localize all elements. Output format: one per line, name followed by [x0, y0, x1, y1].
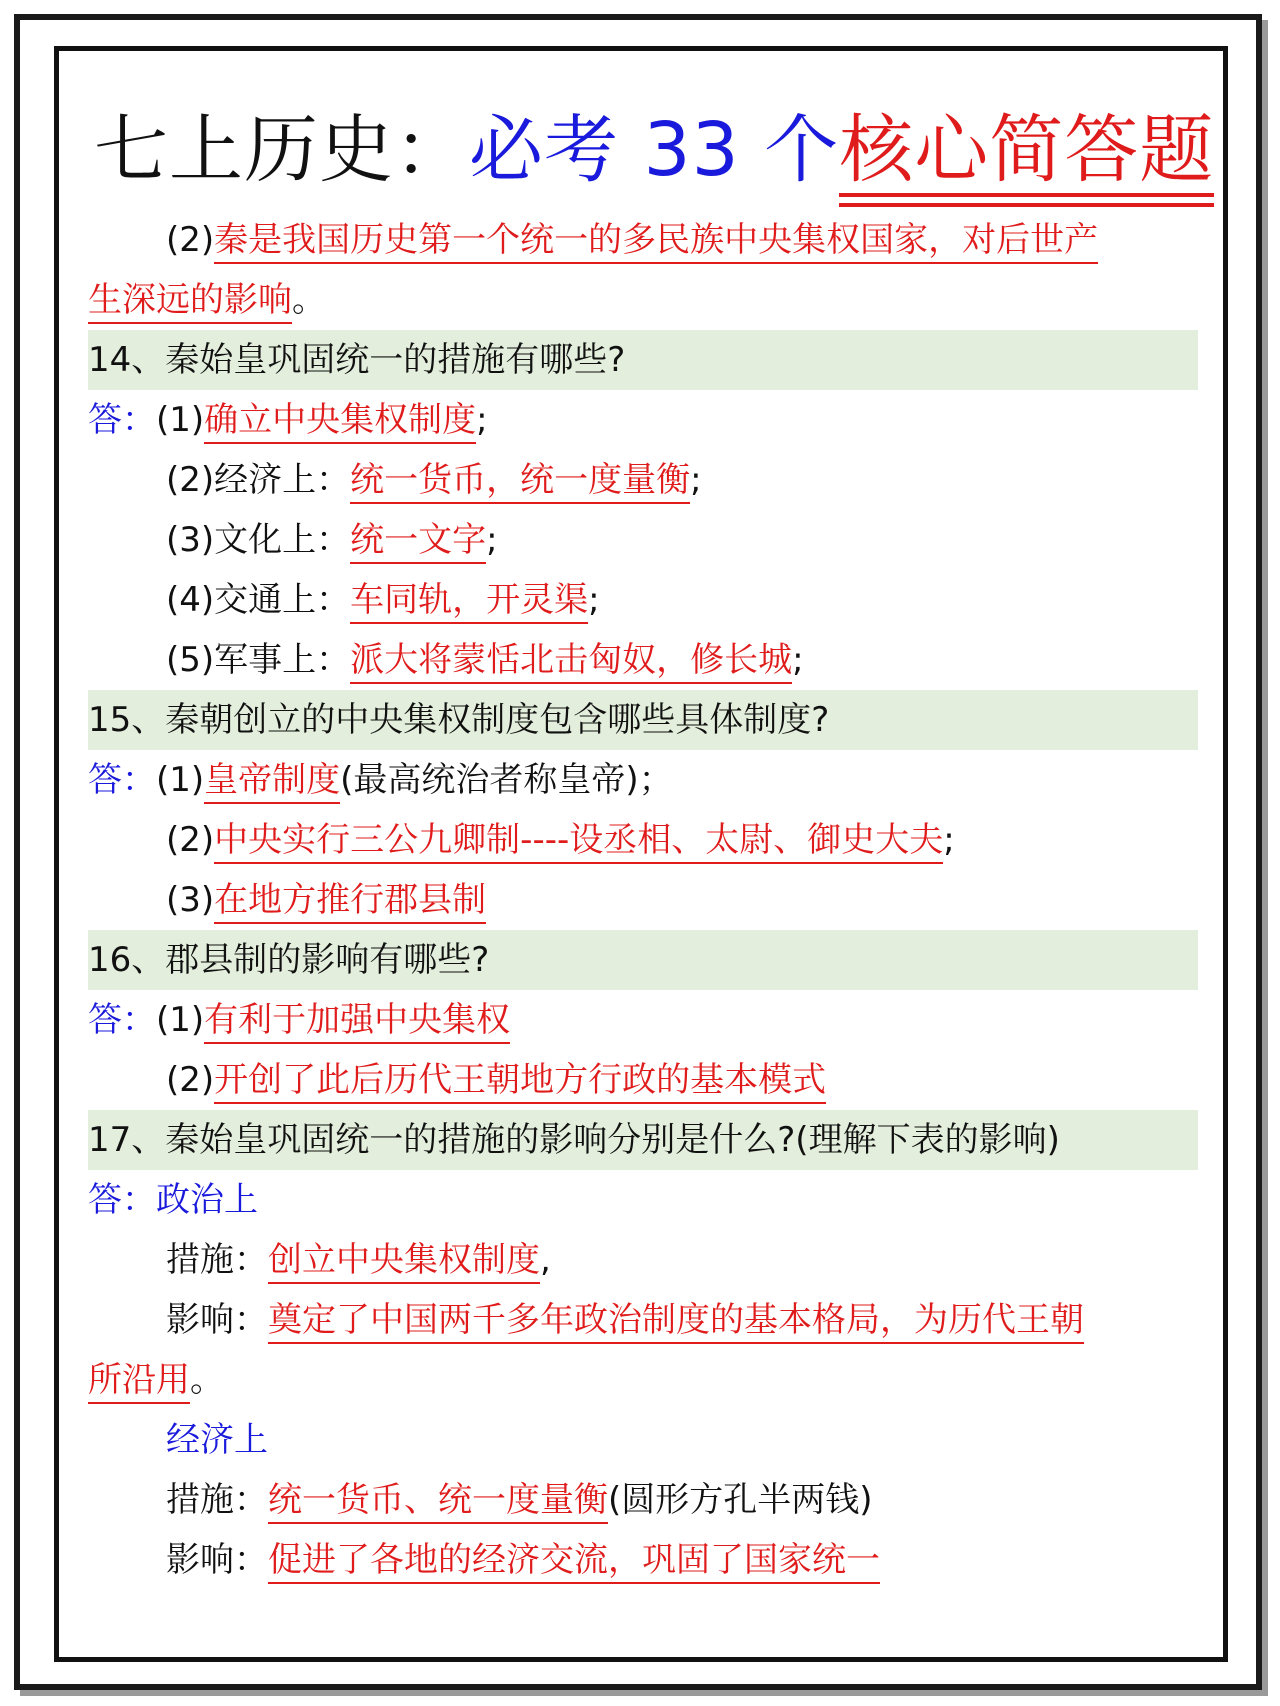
item-red: 开创了此后历代王朝地方行政的基本模式 — [214, 1060, 826, 1104]
measure-suffix: (圆形方孔半两钱) — [608, 1480, 873, 1520]
q17-political-measure — [88, 1230, 1198, 1290]
measure-suffix: , — [540, 1240, 551, 1280]
question-17-text: 17、秦始皇巩固统一的措施的影响分别是什么?(理解下表的影响) — [88, 1120, 1060, 1160]
item-prefix: (3) — [166, 520, 215, 560]
item-suffix: ; — [486, 520, 498, 560]
intro-line-2 — [88, 270, 1198, 330]
impact-red-2: 所沿用 — [88, 1360, 190, 1404]
answer-label: 答： — [88, 1000, 156, 1040]
item-red: 统一文字 — [350, 520, 486, 564]
item-label: 经济上： — [214, 460, 351, 500]
impact-red: 促进了各地的经济交流，巩固了国家统一 — [268, 1540, 880, 1584]
item-red: 皇帝制度 — [204, 760, 340, 804]
intro-suffix: 。 — [292, 280, 326, 320]
item-label: 文化上： — [214, 520, 351, 560]
q15-answer-1 — [88, 750, 1198, 810]
q15-answer-3 — [88, 870, 1198, 930]
intro-red-2: 生深远的影响 — [88, 280, 292, 324]
measure-red: 创立中央集权制度 — [268, 1240, 540, 1284]
item-prefix: (1) — [156, 400, 205, 440]
question-17 — [88, 1110, 1198, 1170]
item-red: 统一货币，统一度量衡 — [350, 460, 690, 504]
item-red: 中央实行三公九卿制----设丞相、太尉、御史大夫 — [214, 820, 943, 864]
answer-label: 答： — [88, 400, 156, 440]
item-red: 确立中央集权制度 — [204, 400, 476, 444]
title-count: 必考 33 个 — [469, 107, 840, 193]
q15-answer-2 — [88, 810, 1198, 870]
item-label: 交通上： — [214, 580, 351, 620]
intro-red-1: 秦是我国历史第一个统一的多民族中央集权国家，对后世产 — [214, 220, 1098, 264]
q14-answer-5 — [88, 630, 1198, 690]
item-prefix: (1) — [156, 1000, 205, 1040]
question-16 — [88, 930, 1198, 990]
intro-prefix: (2) — [166, 220, 215, 260]
item-suffix: ; — [476, 400, 488, 440]
item-suffix: (最高统治者称皇帝)； — [340, 760, 673, 800]
item-red: 有利于加强中央集权 — [204, 1000, 510, 1044]
item-suffix: ; — [792, 640, 804, 680]
measure-label: 措施： — [166, 1480, 268, 1520]
item-red: 在地方推行郡县制 — [214, 880, 486, 924]
impact-suffix: 。 — [190, 1360, 224, 1400]
question-15-text: 15、秦朝创立的中央集权制度包含哪些具体制度? — [88, 700, 830, 740]
item-prefix: (5) — [166, 640, 215, 680]
item-prefix: (2) — [166, 820, 215, 860]
item-prefix: (2) — [166, 1060, 215, 1100]
q16-answer-2 — [88, 1050, 1198, 1110]
item-prefix: (3) — [166, 880, 215, 920]
q17-economic-measure — [88, 1470, 1198, 1530]
intro-line-1 — [88, 210, 1198, 270]
q17-economic-impact — [88, 1530, 1198, 1590]
question-14 — [88, 330, 1198, 390]
q17-political-heading — [88, 1170, 1198, 1230]
q17-economic-heading — [88, 1410, 1198, 1470]
page-title — [94, 100, 1215, 210]
item-suffix: ; — [588, 580, 600, 620]
item-prefix: (4) — [166, 580, 215, 620]
item-prefix: (2) — [166, 460, 215, 500]
item-label: 军事上： — [214, 640, 351, 680]
document-content — [88, 100, 1215, 1590]
question-14-text: 14、秦始皇巩固统一的措施有哪些? — [88, 340, 626, 380]
q14-answer-1 — [88, 390, 1198, 450]
title-topic: 核心简答题 — [839, 107, 1214, 197]
item-suffix: ; — [943, 820, 955, 860]
q14-answer-3 — [88, 510, 1198, 570]
item-prefix: (1) — [156, 760, 205, 800]
impact-label: 影响： — [166, 1300, 268, 1340]
q16-answer-1 — [88, 990, 1198, 1050]
q17-political-impact-cont — [88, 1350, 1198, 1410]
item-suffix: ; — [690, 460, 702, 500]
political-heading: 政治上 — [156, 1180, 258, 1220]
title-subject: 七上历史： — [94, 107, 469, 193]
q17-political-impact — [88, 1290, 1198, 1350]
answer-label: 答： — [88, 760, 156, 800]
item-red: 派大将蒙恬北击匈奴，修长城 — [350, 640, 792, 684]
q14-answer-4 — [88, 570, 1198, 630]
impact-red-1: 奠定了中国两千多年政治制度的基本格局，为历代王朝 — [268, 1300, 1084, 1344]
question-15 — [88, 690, 1198, 750]
item-red: 车同轨，开灵渠 — [350, 580, 588, 624]
question-16-text: 16、郡县制的影响有哪些? — [88, 940, 490, 980]
measure-label: 措施： — [166, 1240, 268, 1280]
measure-red: 统一货币、统一度量衡 — [268, 1480, 608, 1524]
impact-label: 影响： — [166, 1540, 268, 1580]
economic-heading: 经济上 — [166, 1420, 268, 1460]
answer-label: 答： — [88, 1180, 156, 1220]
q14-answer-2 — [88, 450, 1198, 510]
